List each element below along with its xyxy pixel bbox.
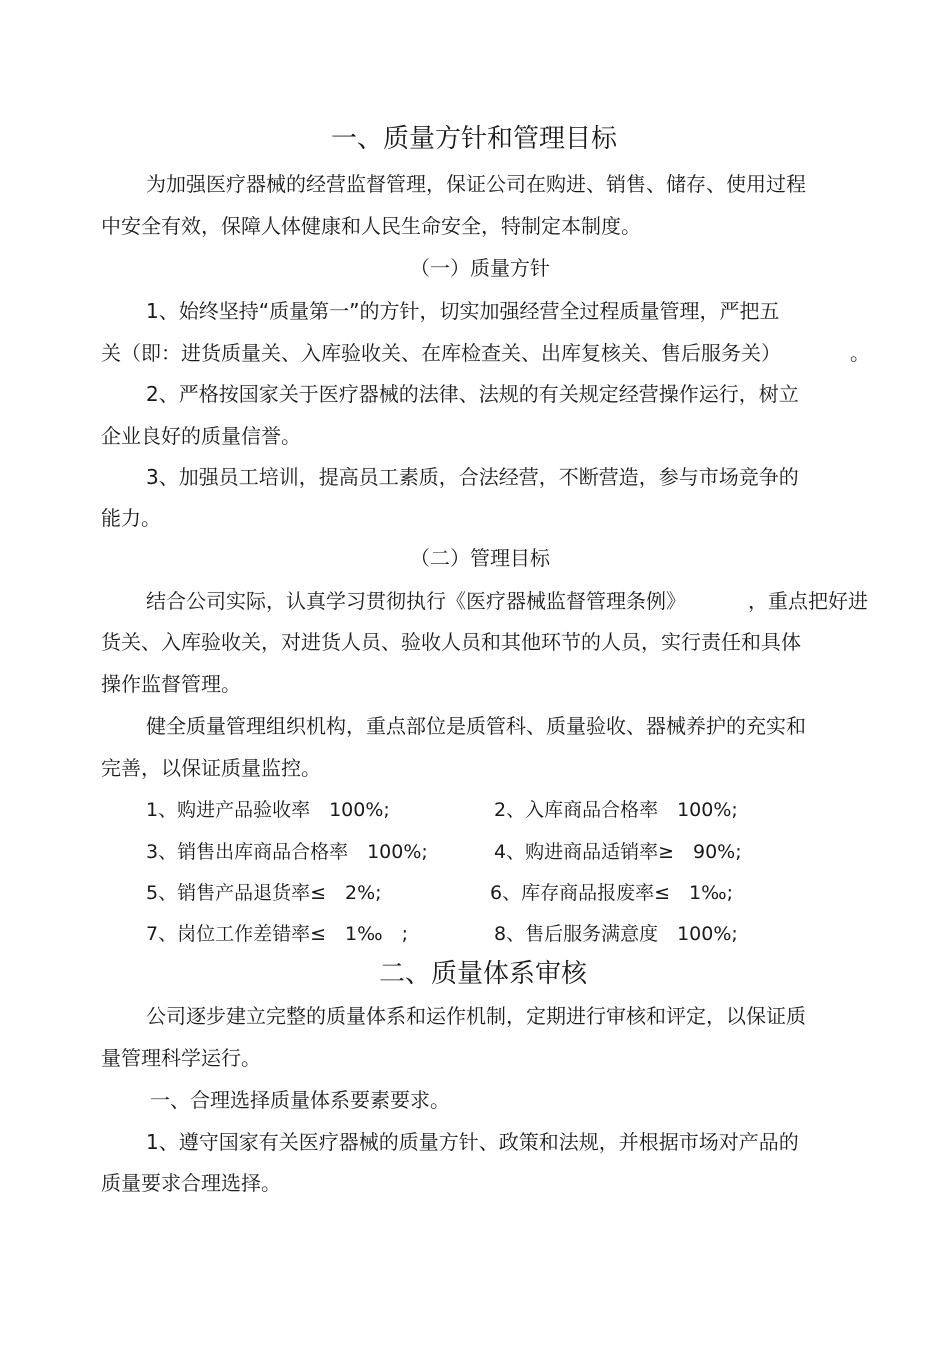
metric-3: 3、销售出库商品合格率 100%; [146, 841, 428, 863]
goals-para2-line1: 健全质量管理组织机构，重点部位是质管科、质量验收、器械养护的充实和 [146, 714, 806, 738]
metric-5: 5、销售产品退货率≤ 2%; [146, 882, 382, 904]
policy-item-3-line2: 能力。 [101, 506, 161, 530]
goals-para1-line1a: 结合公司实际，认真学习贯彻执行《医疗器械监督管理条例》 [146, 589, 686, 613]
policy-item-3-line1: 3、加强员工培训，提高员工素质，合法经营，不断营造，参与市场竞争的 [146, 465, 799, 489]
section1-intro-line2: 中安全有效，保障人体健康和人民生命安全，特制定本制度。 [101, 214, 641, 238]
goals-para1-line2: 货关、入库验收关，对进货人员、验收人员和其他环节的人员，实行责任和具体 [101, 630, 801, 654]
metric-7: 7、岗位工作差错率≤ 1‰ ; [146, 923, 408, 945]
section1-intro-line1: 为加强医疗器械的经营监督管理，保证公司在购进、销售、储存、使用过程 [146, 172, 806, 196]
metric-1: 1、购进产品验收率 100%; [146, 799, 390, 821]
policy-item-1-line2: 关（即：进货质量关、入库验收关、在库检查关、出库复核关、售后服务关） [101, 341, 781, 365]
policy-item-1-period: 。 [850, 341, 870, 365]
goals-subtitle: （二）管理目标 [410, 546, 550, 570]
policy-item-1-line1: 1、始终坚持“质量第一”的方针，切实加强经营全过程质量管理，严把五 [146, 299, 780, 323]
section2-intro-line1: 公司逐步建立完整的质量体系和运作机制，定期进行审核和评定，以保证质 [146, 1004, 806, 1028]
section2-title: 二、质量体系审核 [379, 959, 588, 989]
metric-4: 4、购进商品适销率≥ 90%; [494, 841, 742, 863]
section2-item-title: 一、合理选择质量体系要素要求。 [150, 1088, 450, 1112]
metric-8: 8、售后服务满意度 100%; [494, 923, 738, 945]
section2-item1-line2: 质量要求合理选择。 [101, 1171, 281, 1195]
policy-item-2-line1: 2、严格按国家关于医疗器械的法律、法规的有关规定经营操作运行，树立 [146, 382, 799, 406]
section2-item1-line1: 1、遵守国家有关医疗器械的质量方针、政策和法规，并根据市场对产品的 [146, 1130, 799, 1154]
goals-para1-line1b: ，重点把好进 [748, 589, 868, 613]
goals-para2-line2: 完善，以保证质量监控。 [101, 756, 321, 780]
metric-2: 2、入库商品合格率 100%; [494, 799, 738, 821]
section1-title: 一、质量方针和管理目标 [331, 124, 618, 154]
goals-para1-line3: 操作监督管理。 [101, 672, 241, 696]
policy-subtitle: （一）质量方针 [410, 256, 550, 280]
metric-6: 6、库存商品报废率≤ 1‰; [490, 882, 733, 904]
policy-item-2-line2: 企业良好的质量信誉。 [101, 424, 301, 448]
section2-intro-line2: 量管理科学运行。 [101, 1046, 261, 1070]
